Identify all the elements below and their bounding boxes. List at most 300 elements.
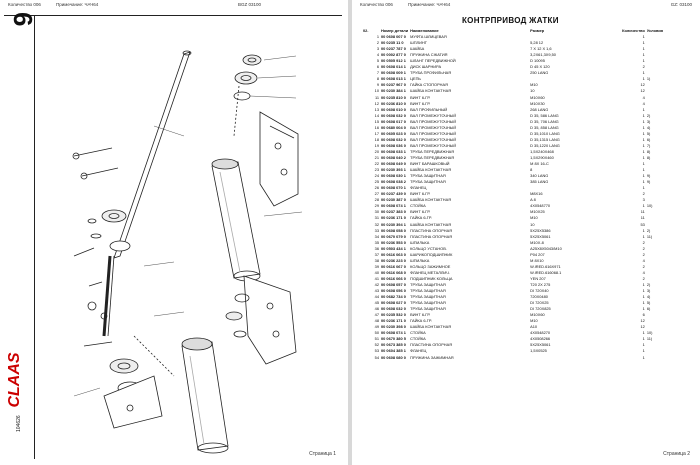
cell-quantity: 1 <box>642 136 645 142</box>
cell-quantity: 12 <box>640 318 645 324</box>
cell-quantity: 1 <box>642 58 645 64</box>
cell-name: ТРУБА ЗАЩИТНАЯ <box>410 300 446 306</box>
cell-size: M10X60 <box>530 312 545 318</box>
cell-part-number: 00 0608 080 0 <box>381 354 406 360</box>
cell-pos: 22 <box>374 161 379 167</box>
cell-quantity: 2 <box>642 263 645 269</box>
cell-quantity: 1 <box>642 124 645 130</box>
cell-size: 5X25X5061 <box>530 233 551 239</box>
cell-part-number: 00 0237 787 0 <box>381 46 406 52</box>
cell-name: ПЛАСТИНА ОПОРНАЯ <box>410 233 453 239</box>
cell-pos: 33 <box>374 227 379 233</box>
cell-size: M10X-8 <box>530 239 544 245</box>
top-bearing-drawing <box>234 55 261 136</box>
cell-part-number: 00 0682 734 0 <box>381 294 406 300</box>
cell-condition: 8) <box>646 148 651 154</box>
cell-quantity: 2 <box>642 64 645 70</box>
cell-name: ШАРИКОПОДШИПНИК <box>410 251 453 257</box>
cell-part-number: 00 0608 007 0 <box>381 34 406 40</box>
cell-name: ГАЙКА 6-ГР. <box>410 215 432 221</box>
cell-pos: 15 <box>374 118 379 124</box>
cell-quantity: 1 <box>642 112 645 118</box>
cell-name: ПОДШИПНИК КОЛЬЦА <box>410 275 453 281</box>
cell-pos: 38 <box>374 257 379 263</box>
cell-quantity: 1 <box>642 130 645 136</box>
cell-quantity: 1 <box>642 106 645 112</box>
cell-pos: 11 <box>374 94 379 100</box>
cell-pos: 12 <box>374 100 379 106</box>
cell-name: ТРУБА ЗАЩИТНАЯ <box>410 179 446 185</box>
cell-quantity: 2 <box>642 245 645 251</box>
cell-name: ШПИЛЬКА <box>410 257 430 263</box>
cell-pos: 41 <box>374 275 379 281</box>
cell-quantity: 1 <box>642 203 645 209</box>
cell-condition: 8) <box>646 154 651 160</box>
cell-condition: 1) <box>646 76 651 82</box>
page-header <box>360 2 692 10</box>
cell-quantity: 1 <box>642 142 645 148</box>
cell-quantity: 1 <box>642 179 645 185</box>
column-header-quantity: Количество <box>622 28 645 33</box>
lower-bracket-drawing <box>226 276 296 364</box>
cell-condition: 3) <box>646 288 651 294</box>
cell-name: ФЛАНЕЦ <box>410 348 427 354</box>
page-header <box>8 2 340 10</box>
cell-part-number: 00 0002 877 0 <box>381 52 406 58</box>
cell-size: 5,28 12 <box>530 40 544 46</box>
cell-size: 385 LANG <box>530 179 549 185</box>
cell-pos: 45 <box>374 300 379 306</box>
cell-part-number: 00 0608 038 2 <box>381 179 406 185</box>
cell-name: ВАЛ ПРОМЕЖУТОЧНЫЙ <box>410 142 457 148</box>
cell-condition: 7) <box>646 142 651 148</box>
cell-part-number: 00 0237 439 0 <box>381 191 406 197</box>
cell-pos: 9 <box>376 82 379 88</box>
cell-part-number: 00 0616 066 0 <box>381 275 406 281</box>
cell-quantity: 1 <box>642 185 645 191</box>
cell-condition: 6) <box>646 306 651 312</box>
cell-pos: 3 <box>376 46 379 52</box>
upper-tube-drawing <box>212 159 260 281</box>
cell-part-number: 00 0235 810 0 <box>381 94 406 100</box>
lower-assembly-drawing <box>104 336 174 428</box>
cell-quantity: 1 <box>642 167 645 173</box>
cell-name: ШАЙБА КОНТАКТНАЯ <box>410 88 452 94</box>
cell-condition: 10) <box>646 330 653 336</box>
cell-quantity: 1 <box>642 342 645 348</box>
cell-size: 340 LANG <box>530 173 549 179</box>
cell-name: ЦЕПЬ <box>410 76 421 82</box>
cell-size: W.IRED.616X971 <box>530 263 561 269</box>
cell-quantity: 1 <box>642 40 645 46</box>
cell-size: D 35, 706 LANG <box>530 118 559 124</box>
cell-size: 250 LANG <box>530 70 549 76</box>
cell-quantity: 2 <box>642 239 645 245</box>
cell-condition: 9) <box>646 179 651 185</box>
cell-name: ВИНТ 6-ГР. <box>410 191 431 197</box>
cell-pos: 8 <box>376 76 379 82</box>
page-number: Страница 2 <box>663 451 690 457</box>
cell-name: ШПЛИНТ <box>410 40 428 46</box>
cell-quantity: 1 <box>642 46 645 52</box>
cell-quantity: 4 <box>642 100 645 106</box>
cell-part-number: 00 0608 030 1 <box>381 173 406 179</box>
cell-size: D 45 X 120 <box>530 64 550 70</box>
cell-condition: 2) <box>646 112 651 118</box>
cell-part-number: 00 0608 033 1 <box>381 148 406 154</box>
cell-pos: 43 <box>374 288 379 294</box>
cell-size: 5X25X5386 <box>530 227 551 233</box>
cell-pos: 46 <box>374 306 379 312</box>
cell-part-number: 00 0608 057 0 <box>381 281 406 287</box>
cell-size: W.IRED.616068.1 <box>530 269 562 275</box>
column-header-pos: 02. <box>363 28 369 33</box>
cell-pos: 52 <box>374 342 379 348</box>
cell-pos: 42 <box>374 281 379 287</box>
cell-name: ВАЛ ПРОМЕЖУТОЧНЫЙ <box>410 124 457 130</box>
cell-condition: 11) <box>646 233 653 239</box>
cell-name: ПРУЖИНА СЖАТИЯ <box>410 52 448 58</box>
cell-quantity: 1 <box>642 288 645 294</box>
cell-name: ТРУБА ПРОФИЛЬНАЯ <box>410 70 452 76</box>
cell-part-number: 00 0236 553 0 <box>381 239 406 245</box>
cell-part-number: 00 0608 056 0 <box>381 288 406 294</box>
cell-pos: 27 <box>374 191 379 197</box>
cell-size: D 35, 858 LANG <box>530 124 559 130</box>
cell-size: YEN 207 <box>530 275 546 281</box>
code-label: BGZ 03100 <box>238 2 262 7</box>
cell-name: ВИНТ 6-ГР. <box>410 209 431 215</box>
cell-name: ШАЙБА КОНТАКТНАЯ <box>410 221 452 227</box>
cell-name: ТРУБА ЗАЩИТНАЯ <box>410 173 446 179</box>
cell-pos: 26 <box>374 185 379 191</box>
cell-part-number: 00 0608 009 1 <box>381 70 406 76</box>
cell-part-number: 00 0230 387 0 <box>381 197 406 203</box>
cell-part-number: 00 0235 532 0 <box>381 312 406 318</box>
cell-pos: 39 <box>374 263 379 269</box>
cell-name: ТРУБА ЗАЩИТНАЯ <box>410 281 446 287</box>
cell-size: 10 <box>530 221 535 227</box>
cell-pos: 20 <box>374 148 379 154</box>
cell-name: ДИСК ШАРНИРА <box>410 64 442 70</box>
cell-part-number: 00 0608 014 1 <box>381 64 406 70</box>
cell-pos: 24 <box>374 173 379 179</box>
cell-pos: 6 <box>376 64 379 70</box>
quantity-label: Количество 006 <box>8 2 41 7</box>
cell-quantity: 1 <box>642 330 645 336</box>
cell-quantity: 1 <box>642 161 645 167</box>
cell-name: ВАЛ ПРОМЕЖУТОЧНЫЙ <box>410 136 457 142</box>
cell-pos: 36 <box>374 245 379 251</box>
cell-pos: 30 <box>374 209 379 215</box>
cell-part-number: 00 0608 040 2 <box>381 154 406 160</box>
cell-size: P04 207 <box>530 251 545 257</box>
cell-pos: 48 <box>374 318 379 324</box>
section-number: 6 <box>8 12 38 27</box>
page-number: Страница 1 <box>309 451 336 457</box>
cell-part-number: 00 0608 036 0 <box>381 142 406 148</box>
cell-quantity: 1 <box>642 354 645 360</box>
cell-size: M8X16 <box>530 191 543 197</box>
cell-part-number: 00 0608 049 0 <box>381 161 406 167</box>
note-label: Примечание: ЧАЧ64 <box>408 2 451 7</box>
cell-pos: 14 <box>374 112 379 118</box>
cell-size: 1,5X240X468 <box>530 148 554 154</box>
cell-pos: 47 <box>374 312 379 318</box>
cell-condition: 2) <box>646 281 651 287</box>
cell-name: ВИНТ 6-ГР. <box>410 100 431 106</box>
cell-name: ВАЛ ПРОФИЛЬНЫЙ <box>410 106 448 112</box>
cell-quantity: 6 <box>642 312 645 318</box>
table-row <box>362 355 668 361</box>
cell-size: 4X0508266 <box>530 336 551 342</box>
cell-pos: 53 <box>374 348 379 354</box>
cell-size: DI 720X825 <box>530 306 551 312</box>
cell-pos: 13 <box>374 106 379 112</box>
lower-tube-drawing <box>182 338 228 453</box>
cell-name: ВИНТ 6-ГР. <box>410 312 431 318</box>
cell-part-number: 00 0608 074 1 <box>381 203 406 209</box>
cell-pos: 23 <box>374 167 379 173</box>
quantity-label: Количество 006 <box>360 2 393 7</box>
cell-quantity: 4 <box>642 257 645 263</box>
cell-pos: 32 <box>374 221 379 227</box>
cell-part-number: 00 0237 967 0 <box>381 82 406 88</box>
cell-part-number: 00 0236 171 0 <box>381 318 406 324</box>
cell-part-number: 00 0230 384 1 <box>381 88 406 94</box>
cell-quantity: 1 <box>642 281 645 287</box>
cell-name: ТРУБА ПЕРЕДВИЖНАЯ <box>410 154 455 160</box>
cell-quantity: 1 <box>642 34 645 40</box>
cell-name: ПРУЖИНА ЗАЖИМНАЯ <box>410 354 454 360</box>
cell-quantity: 12 <box>640 82 645 88</box>
brand-logo <box>8 340 30 420</box>
cell-quantity: 1 <box>642 76 645 82</box>
code-label: GZ: 03100 <box>670 2 692 7</box>
cell-size: 7 X 12 X 1,6 <box>530 46 552 52</box>
cell-name: ВИНТ БАРАШКОВЫЙ <box>410 161 450 167</box>
cell-part-number: 00 0680 004 0 <box>381 124 406 130</box>
cell-pos: 5 <box>376 58 379 64</box>
cell-name: ШПИЛЬКА <box>410 239 430 245</box>
cell-pos: 21 <box>374 154 379 160</box>
cell-name: ШАЙБА <box>410 46 425 52</box>
cell-quantity: 1 <box>642 233 645 239</box>
cell-pos: 25 <box>374 179 379 185</box>
cell-pos: 40 <box>374 269 379 275</box>
cell-condition: 6) <box>646 136 651 142</box>
cell-size: D 35,1220 LANG <box>530 142 560 148</box>
cell-quantity: 1 <box>642 52 645 58</box>
cell-name: ТРУБА ЗАЩИТНАЯ <box>410 288 446 294</box>
cell-pos: 54 <box>374 354 379 360</box>
cell-part-number: 00 0230 398 0 <box>381 324 406 330</box>
cell-part-number: 00 0670 380 5 <box>381 336 406 342</box>
cell-condition: 11) <box>646 336 653 342</box>
cell-part-number: 00 0237 383 0 <box>381 209 406 215</box>
cell-quantity: 11 <box>640 215 645 221</box>
cell-quantity: 1 <box>642 336 645 342</box>
upper-shaft-drawing <box>114 51 191 258</box>
cell-condition: 2) <box>646 227 651 233</box>
cell-quantity: 1 <box>642 348 645 354</box>
cell-quantity: 1 <box>642 227 645 233</box>
page-title: КОНТРПРИВОД ЖАТКИ <box>462 16 559 25</box>
cell-condition: 5) <box>646 300 651 306</box>
column-header-name: Наименование <box>410 28 439 33</box>
cell-name: ПЛАСТИНА ОПОРНАЯ <box>410 342 453 348</box>
cell-size: 4X0548770 <box>530 203 551 209</box>
cell-pos: 44 <box>374 294 379 300</box>
cell-size: 4X0548270 <box>530 330 551 336</box>
cell-size: 268 LANG <box>530 106 549 112</box>
cell-quantity: 11 <box>640 209 645 215</box>
parts-table <box>362 28 668 361</box>
cell-quantity: 4 <box>642 94 645 100</box>
cell-pos: 19 <box>374 142 379 148</box>
cell-pos: 31 <box>374 215 379 221</box>
cell-quantity: 4 <box>642 269 645 275</box>
cell-condition: 4) <box>646 294 651 300</box>
cell-name: ШЛАНГ ПЕРЕДВИЖНОЙ <box>410 58 456 64</box>
cell-pos: 10 <box>374 88 379 94</box>
cell-quantity: 1 <box>642 300 645 306</box>
cell-pos: 16 <box>374 124 379 130</box>
cell-name: ТРУБА ЗАЩИТНАЯ <box>410 294 446 300</box>
cell-quantity: 1 <box>642 154 645 160</box>
cell-size: 1,5X290X460 <box>530 154 554 160</box>
cell-part-number: 00 0608 017 0 <box>381 118 406 124</box>
brand-logo-text: CLAAS <box>6 352 23 408</box>
cell-pos: 34 <box>374 233 379 239</box>
cell-part-number: 00 0608 058 0 <box>381 227 406 233</box>
cell-part-number: 00 0616 068 0 <box>381 269 406 275</box>
cell-pos: 29 <box>374 203 379 209</box>
cell-name: СТОЙКА <box>410 203 426 209</box>
exploded-parts-drawing <box>34 16 344 456</box>
cell-part-number: 00 0673 385 0 <box>381 342 406 348</box>
column-header-size: Размер <box>530 28 545 33</box>
cell-condition: 9) <box>646 173 651 179</box>
cell-quantity: 1 <box>642 173 645 179</box>
column-header-condition: Условия <box>646 28 664 33</box>
cell-quantity: 2 <box>642 251 645 257</box>
cell-part-number: 00 0236 223 0 <box>381 257 406 263</box>
right-bracket-drawing <box>260 112 298 206</box>
cell-condition: 3) <box>646 118 651 124</box>
cell-size: M 8X10 <box>530 257 544 263</box>
cell-size: 10 <box>530 88 535 94</box>
cell-part-number: 00 0236 171 0 <box>381 215 406 221</box>
cell-quantity: 53 <box>640 221 645 227</box>
cell-condition: 4) <box>646 124 651 130</box>
cell-part-number: 00 0505 912 1 <box>381 58 406 64</box>
cell-name: ГАЙКА 6-ГР. <box>410 318 432 324</box>
cell-size: M10 <box>530 215 538 221</box>
cell-name: ГАЙКА СТОПОРНАЯ <box>410 82 448 88</box>
cell-part-number: 00 0503 434 1 <box>381 245 406 251</box>
cell-quantity: 1 <box>642 148 645 154</box>
cell-name: ВАЛ ПРОМЕЖУТОЧНЫЙ <box>410 118 457 124</box>
cell-name: ВАЛ ПРОМЕЖУТОЧНЫЙ <box>410 112 457 118</box>
cell-part-number: 00 0608 032 0 <box>381 112 406 118</box>
cell-size: D 35,1315 LANG <box>530 136 560 142</box>
cell-condition: 10) <box>646 203 653 209</box>
cell-name: ТРУБА ЗАЩИТНАЯ <box>410 306 446 312</box>
cell-part-number: 00 0230 393 1 <box>381 167 406 173</box>
cell-name: МУФТА ШЛИЦЕВАЯ <box>410 34 447 40</box>
cell-size: M10X25 <box>530 209 545 215</box>
cell-size: DI 720X25 <box>530 300 549 306</box>
cell-size: M10X30 <box>530 100 545 106</box>
cell-part-number: 00 0605 023 0 <box>381 130 406 136</box>
cell-part-number: 00 0604 385 1 <box>381 348 406 354</box>
cell-pos: 4 <box>376 52 379 58</box>
cell-pos: 1 <box>376 34 379 40</box>
cell-quantity: 3 <box>642 197 645 203</box>
cell-part-number: 00 0608 032 0 <box>381 136 406 142</box>
cell-part-number: 00 0616 067 0 <box>381 263 406 269</box>
cell-quantity: 12 <box>640 324 645 330</box>
cell-size: D 35,1010 LANG <box>530 130 560 136</box>
cell-size: A 8 <box>530 197 536 203</box>
cell-size: M10 <box>530 82 538 88</box>
cell-part-number: 00 0670 079 0 <box>381 233 406 239</box>
cell-pos: 28 <box>374 197 379 203</box>
cell-pos: 18 <box>374 136 379 142</box>
cell-part-number: 00 0608 010 0 <box>381 106 406 112</box>
cell-part-number: 00 0236 810 0 <box>381 100 406 106</box>
cell-part-number: 00 0230 394 1 <box>381 221 406 227</box>
cell-size: M 8X 16-C <box>530 161 549 167</box>
cell-name: ВИНТ 6-ГР. <box>410 94 431 100</box>
cell-quantity: 2 <box>642 191 645 197</box>
cell-quantity: 1 <box>642 118 645 124</box>
cell-quantity: 1 <box>642 306 645 312</box>
cell-name: ФЛАНЕЦ МЕТАЛЛИЧ. <box>410 269 450 275</box>
cell-size: 1,5X0525 <box>530 348 547 354</box>
cell-quantity: 12 <box>640 88 645 94</box>
cell-part-number: 00 0235 11 0 <box>381 40 404 46</box>
cell-part-number: 00 0616 063 0 <box>381 251 406 257</box>
cell-pos: 17 <box>374 130 379 136</box>
cell-size <box>529 355 621 361</box>
cell-pos: 49 <box>374 324 379 330</box>
cell-size: 720X0480 <box>530 294 548 300</box>
cell-condition <box>646 355 668 361</box>
cell-size: 5X25X5061 <box>530 342 551 348</box>
cell-part-number: 00 0608 074 1 <box>381 330 406 336</box>
cell-size: D 10095 <box>530 58 545 64</box>
cell-size: M10X60 <box>530 94 545 100</box>
cell-pos: 37 <box>374 251 379 257</box>
cell-size: M10 <box>530 318 538 324</box>
cell-name: ТРУБА ПЕРЕДВИЖНАЯ <box>410 148 455 154</box>
parts-list-page <box>352 0 700 465</box>
cell-name: ШАЙБА КОНТАКТНАЯ <box>410 167 452 173</box>
cell-part-number: 00 0608 027 0 <box>381 300 406 306</box>
column-header-part-number: Номер детали <box>381 28 409 33</box>
note-label: Примечание: ЧАЧ64 <box>56 2 99 7</box>
cell-size: A25X8X5043/M10 <box>530 245 562 251</box>
cell-size: D 35, 586 LANG <box>530 112 559 118</box>
cell-pos: 51 <box>374 336 379 342</box>
cell-quantity: 1 <box>642 70 645 76</box>
cell-name: КОЛЬЦО ЗАЖИМНОЕ <box>410 263 451 269</box>
cell-size: 8 <box>530 167 533 173</box>
cell-size: A10 <box>530 324 538 330</box>
cell-size: 3,2X61,3X9,50 <box>530 52 556 58</box>
